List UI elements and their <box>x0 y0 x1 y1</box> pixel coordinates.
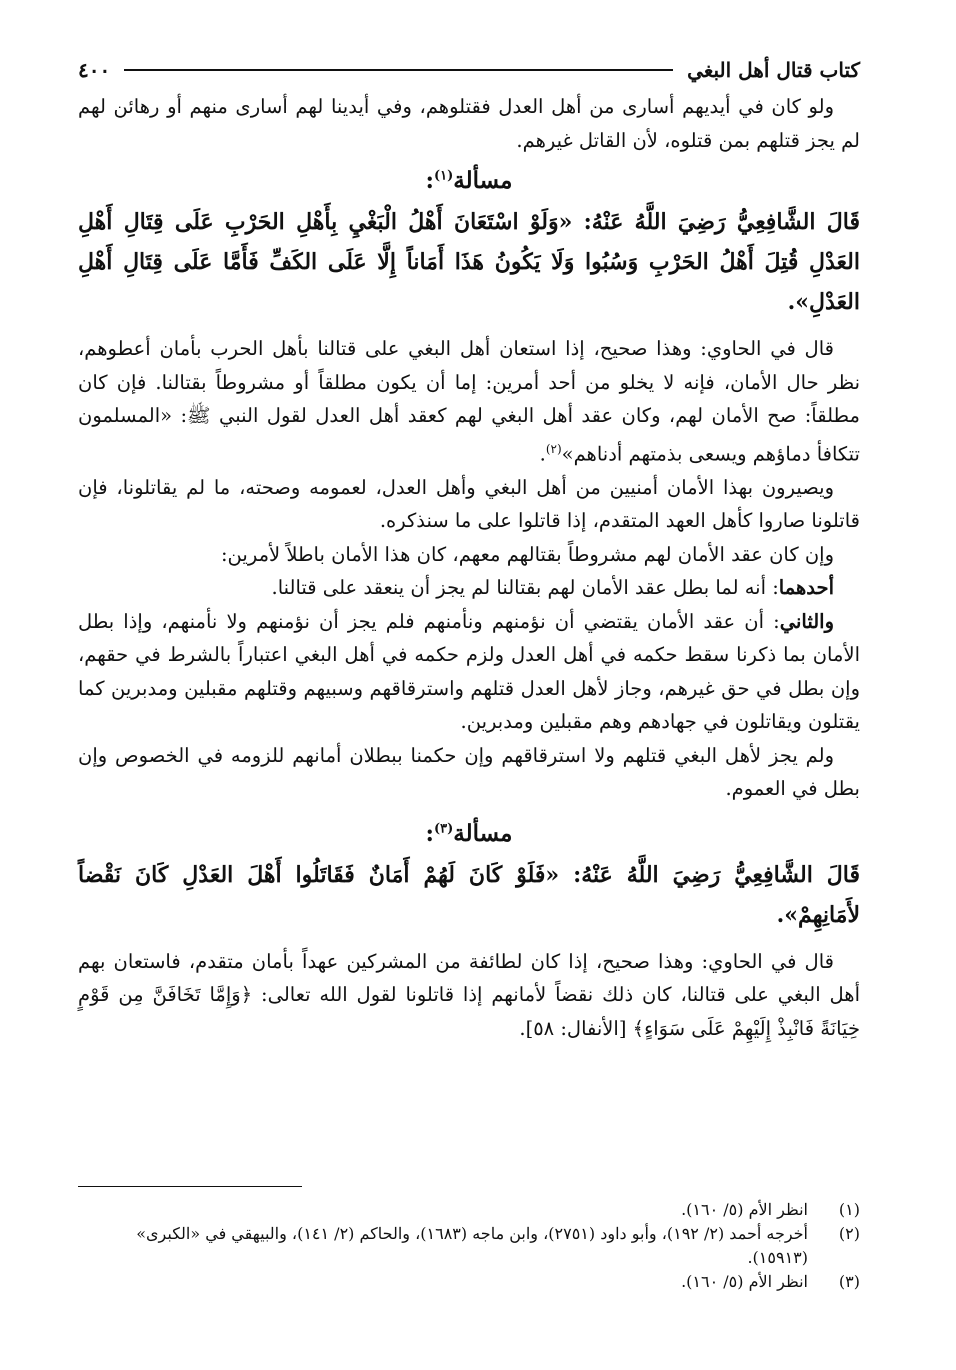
page <box>78 50 860 1045</box>
footnote <box>78 1198 860 1222</box>
heading-colon: : <box>425 819 434 847</box>
footnote <box>78 1270 860 1294</box>
masala-heading-1 <box>78 167 860 194</box>
footnote <box>78 1222 860 1270</box>
footnote-number: (١) <box>838 1200 860 1219</box>
masala-heading-text: مسألة <box>453 819 513 847</box>
footnote-text: انظر الأم (٥/ ١٦٠). <box>681 1200 808 1219</box>
point-text: : أنه لما بطل عقد الأمان لهم بقتالنا لم يجز أن ينعقد على قتالنا. <box>271 576 779 599</box>
header-rule <box>124 69 673 71</box>
point-label: أحدهما <box>778 576 834 599</box>
point-label: والثاني <box>779 609 834 633</box>
paragraph: ولم يجز لأهل البغي قتلهم ولا استرقاقهم وإن حكمنا ببطلان أمانهم للزومه في الخصوص وإن بطل في العموم. <box>78 743 860 800</box>
footnote-ref: (٢) <box>545 441 562 456</box>
chapter-title: كتاب قتال أهل البغي <box>687 58 860 82</box>
paragraph: قال في الحاوي: وهذا صحيح، إذا كان لطائفة من المشركين عهداً بأمان متقدم، فاستعان بهم أهل البغي على قتالنا، كان ذلك نقضاً لأمانهم إذا قاتلونا لقول الله تعالى: ﴿وَإِمَّا تَخَافَنَّ مِن قَوْمٍ خِيَانَةً فَانْبِذْ إِلَيْهِمْ عَلَى سَوَاءٍ﴾ [الأنفال: ٥٨]. <box>78 949 860 1040</box>
page-number: ٤٠٠ <box>78 58 111 82</box>
footnote-rule <box>78 1186 302 1187</box>
paragraph: وإن كان عقد الأمان لهم مشروطاً بقتالهم معهم، كان هذا الأمان باطلاً لأمرين: <box>220 542 834 566</box>
footnote-number: (٣) <box>838 1272 860 1291</box>
footnote-text: انظر الأم (٥/ ١٦٠). <box>681 1272 808 1291</box>
paragraph <box>78 332 860 471</box>
shafii-quote-2: قَالَ الشَّافِعِيُّ رَضِيَ اللَّهُ عَنْهُ: «فَلَوْ كَانَ لَهُمْ أَمَانٌ فَقَاتَلُوا أَهْلَ العَدْلِ كَانَ نَقْضاً لأَمَانِهِمْ». <box>78 861 860 928</box>
running-header <box>78 50 860 90</box>
footnote-text: أخرجه أحمد (٢/ ١٩٢)، وأبو داود (٢٧٥١)، وابن ماجه (١٦٨٣)، والحاكم (٢/ ١٤١)، والبيهقي في «الكبرى» (١٥٩١٣). <box>136 1224 808 1267</box>
masala-heading-2 <box>78 820 860 847</box>
paragraph-end: . <box>539 442 546 465</box>
footnote-number: (٢) <box>838 1224 860 1243</box>
paragraph <box>78 571 860 605</box>
heading-colon: : <box>425 167 434 194</box>
shafii-quote-1: قَالَ الشَّافِعِيُّ رَضِيَ اللَّهُ عَنْهُ: «وَلَوْ اسْتَعَانَ أَهْلُ الْبَغْيِ بِأَهْلِ الحَرْبِ عَلَى قِتَالِ أَهْلِ العَدْلِ قُتِلَ أَهْلُ الحَرْبِ وَسُبُوا وَلَا يَكُونُ هَذَا أَمَاناً إِلَّا عَلَى الكَفِّ فَأَمَّا عَلَى قِتَالِ أَهْلِ العَدْلِ». <box>78 209 860 315</box>
paragraph <box>78 605 860 739</box>
paragraph-text: قال في الحاوي: وهذا صحيح، إذا استعان أهل البغي على قتالنا بأهل الحرب بأمان أعطوهم، نظر حال الأمان، فإنه لا يخلو من أحد أمرين: إما أن يكون مطلقاً أو مشروطاً بقتالنا. فإن كان مطلقاً: صح الأمان لهم، وكان عقد أهل البغي لهم كعقد أهل العدل لقول النبي ﷺ: «المسلمون تتكافأ دماؤهم ويسعى بذمتهم أدناهم» <box>78 337 860 465</box>
footnotes <box>78 1198 860 1294</box>
footnote-ref: (١) <box>434 168 454 184</box>
masala-heading-text: مسألة <box>453 167 513 194</box>
footnote-ref: (٣) <box>434 820 454 836</box>
top-paragraph: ولو كان في أيديهم أسارى من أهل العدل فقتلوهم، وفي أيدينا لهم أسارى منهم أو رهائن لهم لم يجز قتلهم بمن قتلوه، لأن القاتل غيرهم. <box>78 95 860 152</box>
point-text: : أن عقد الأمان يقتضي أن نؤمنهم ونأمنهم فلم يجز أن نؤمنهم ولا نأمنهم، وإذا بطل الأمان بما ذكرنا سقط حكمه في أهل العدل ولزم حكمه في أهل البغي اعتباراً بالشرط في حقهم، وإن بطل في حق غيرهم، وجاز لأهل العدل قتلهم واسترقاقهم وسبيهم وقتلهم مقبلين ومدبرين كما يقتلون ويقاتلون في جهادهم وهم مقبلين ومدبرين. <box>78 609 860 733</box>
paragraph: ويصيرون بهذا الأمان أمنيين من أهل البغي وأهل العدل، لعمومه وصحته، ما لم يقاتلونا، فإن قاتلونا صاروا كأهل العهد المتقدم، إذا قاتلوا على ما سنذكره. <box>78 475 860 532</box>
